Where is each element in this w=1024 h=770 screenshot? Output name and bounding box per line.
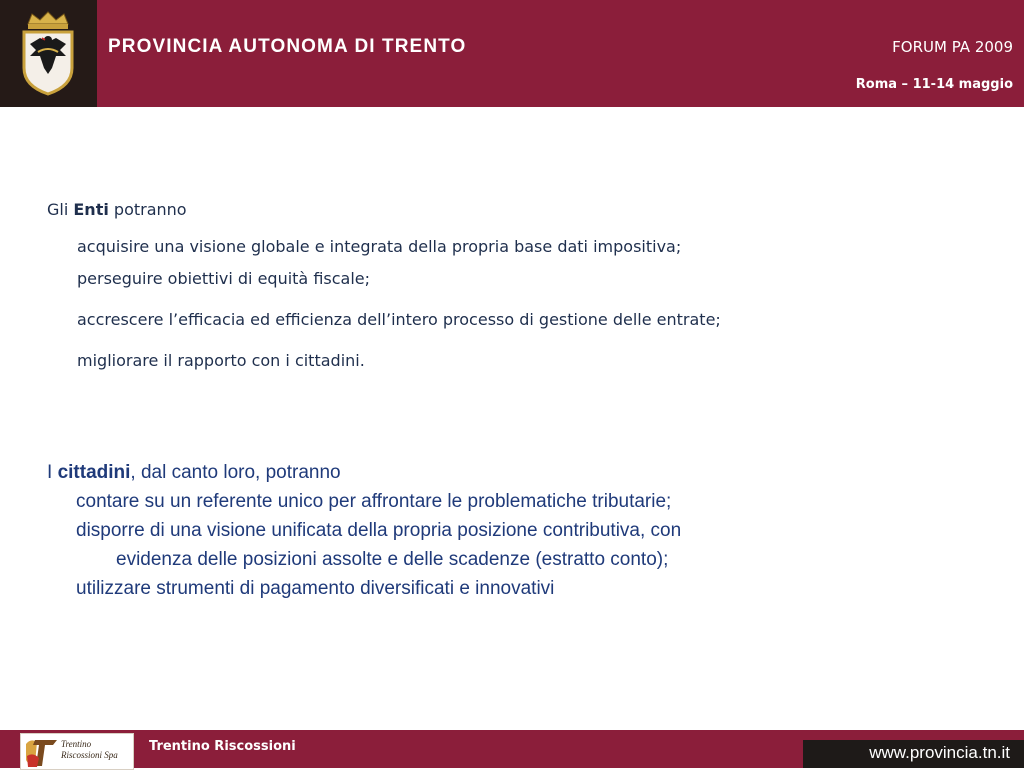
cittadini-item-continuation: evidenza delle posizioni assolte e delle scadenze (estratto conto); <box>116 549 669 570</box>
url-box[interactable] <box>803 740 1024 768</box>
logo-line-1: Trentino <box>61 739 92 749</box>
tr-logo-icon <box>23 734 61 769</box>
crest-box <box>0 0 97 107</box>
enti-lead <box>47 200 721 219</box>
org-title: PROVINCIA AUTONOMA DI TRENTO <box>108 36 467 57</box>
cittadini-lead-suffix: , dal canto loro, potranno <box>130 462 341 483</box>
enti-item: accrescere l’efficacia ed efficienza dell’intero processo di gestione delle entrate; <box>77 310 721 329</box>
cittadini-lead-bold: cittadini <box>57 462 131 483</box>
logo-line-2: Riscossioni Spa <box>61 750 118 760</box>
eagle-crest-icon <box>18 10 78 96</box>
cittadini-lead-prefix: I <box>47 462 58 483</box>
cittadini-item: contare su un referente unico per affrontare le problematiche tributarie; <box>76 491 672 512</box>
enti-section <box>47 200 721 377</box>
enti-lead-suffix: potranno <box>108 200 187 219</box>
cittadini-lead <box>47 459 681 487</box>
enti-item: migliorare il rapporto con i cittadini. <box>77 351 365 370</box>
provincia-url-link[interactable]: www.provincia.tn.it <box>869 743 1010 762</box>
footer-company: Trentino Riscossioni <box>149 739 296 754</box>
trentino-riscossioni-logo <box>20 733 134 770</box>
enti-lead-prefix: Gli <box>47 200 74 219</box>
cittadini-item: utilizzare strumenti di pagamento diversificati e innovativi <box>76 578 555 599</box>
event-date: Roma – 11-14 maggio <box>855 77 1013 92</box>
logo-text <box>61 739 118 761</box>
cittadini-item: disporre di una visione unificata della propria posizione contributiva, con <box>76 520 682 541</box>
cittadini-section <box>47 459 681 603</box>
enti-lead-bold: Enti <box>73 200 109 219</box>
event-title: FORUM PA 2009 <box>892 38 1013 56</box>
enti-item: perseguire obiettivi di equità fiscale; <box>77 269 371 288</box>
enti-item: acquisire una visione globale e integrata della propria base dati impositiva; <box>77 237 682 256</box>
